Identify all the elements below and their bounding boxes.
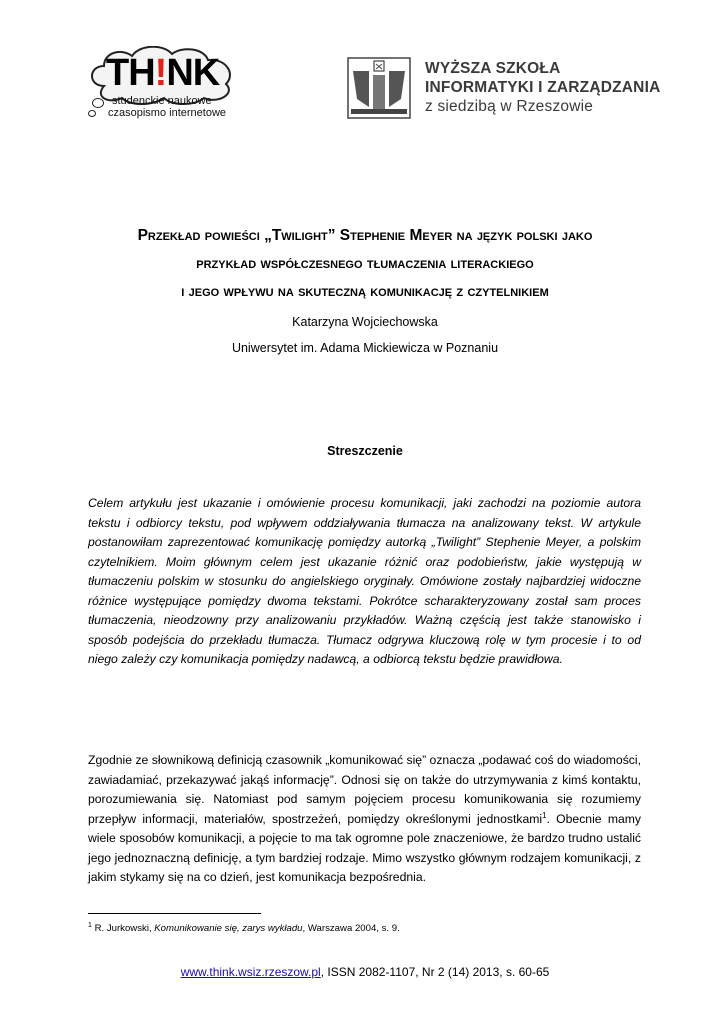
body-text-part2: . Obecnie mamy wiele sposobów komunikacji, a pojęcie to ma tak ogromne pole znaczeniowe, że bardzo trudno ustalić jego jednoznaczną definicję, a tym bardziej rodzaje. Mimo wszystko głównym rodzajem komunikacji, z jakim stykamy się na co dzień, jest komunikacja bezpośrednia. [88, 811, 641, 884]
article-title-line1: Przekład powieści „Twilight” Stephenie Meyer na język polski jako [137, 227, 593, 244]
footnote-prefix: R. Jurkowski, [91, 923, 155, 935]
article-title-line3: i jego wpływu na skuteczną komunikację z czytelnikiem [181, 283, 549, 300]
footnote-title: Komunikowanie się, zarys wykładu [154, 923, 303, 935]
university-name-line1: WYŻSZA SZKOŁA [425, 60, 561, 77]
body-text-part1: Zgodnie ze słownikową definicją czasownik „komunikować się” oznacza „podawać coś do wiadomości, zawiadamiać, przekazywać jakąś informację”. Odnosi się on także do utrzymywania z kimś kontaktu, porozumiewania się. Natomiast pod samym pojęciem procesu komunikowania się rozumiemy przepływ informacji, materiałów, spostrzeżeń, pomiędzy określonymi jednostkami [88, 753, 641, 826]
university-name-line2: INFORMATYKI I ZARZĄDZANIA [425, 79, 661, 96]
think-subtitle-line2: czasopismo internetowe [108, 107, 227, 119]
footnote [88, 922, 400, 934]
footnote-number: 1 [88, 922, 92, 929]
thought-bubble-small-icon [88, 110, 96, 117]
university-emblem-icon [347, 57, 411, 119]
think-subtitle-line1: studenckie naukowe [112, 95, 212, 107]
footnote-divider [88, 913, 261, 914]
university-logo [347, 57, 682, 121]
abstract-text: Celem artykułu jest ukazanie i omówienie procesu komunikacji, jaki zachodzi na poziomie autora tekstu i odbiorcy tekstu, pod wpływem oddziaływania tłumacza na analizowany tekst. W artykule postanowiłam zaprezentować komunikację pomiędzy autorką „Twilight” Stephenie Meyer, a polskim czytelnikiem. Moim głównym celem jest ukazanie różnić oraz podobieństw, jakie występują w tłumaczeniu polskim w stosunku do angielskiego oryginały. Omówione zostały najbardziej widoczne różnice występujące pomiędzy dwoma tekstami. Pokrótce scharakteryzowany został sam proces tłumaczenia, nieodzowny przy analizowaniu przykładów. Ważną częścią jest także stanowisko i sposób podejścia do przekładu tłumacza. Tłumacz odgrywa kluczową rolę w tym procesie i to od niego zależy czy komunikacja pomiędzy nadawcą, a odbiorcą tekstu będzie prawidłowa. [88, 496, 641, 666]
body-paragraph [88, 751, 641, 888]
journal-link[interactable]: www.think.wsiz.rzeszow.pl [180, 965, 321, 979]
university-name [425, 59, 660, 116]
footnote-reference[interactable]: 1 [542, 810, 547, 820]
footnote-suffix: , Warszawa 2004, s. 9. [302, 923, 400, 935]
author-affiliation: Uniwersytet im. Adama Mickiewicza w Poznaniu [231, 341, 499, 355]
think-logo [86, 46, 256, 122]
article-title-line2: przykład współczesnego tłumaczenia literackiego [196, 255, 534, 272]
thought-bubble-icon [92, 98, 104, 108]
footer-citation: , ISSN 2082-1107, Nr 2 (14) 2013, s. 60-65 [320, 965, 550, 979]
think-wordmark: TH!NK [106, 52, 220, 94]
author-name: Katarzyna Wojciechowska [292, 315, 438, 329]
page-footer [70, 965, 660, 979]
university-name-line3: z siedzibą w Rzeszowie [425, 98, 594, 115]
abstract-heading: Streszczenie [327, 444, 403, 458]
